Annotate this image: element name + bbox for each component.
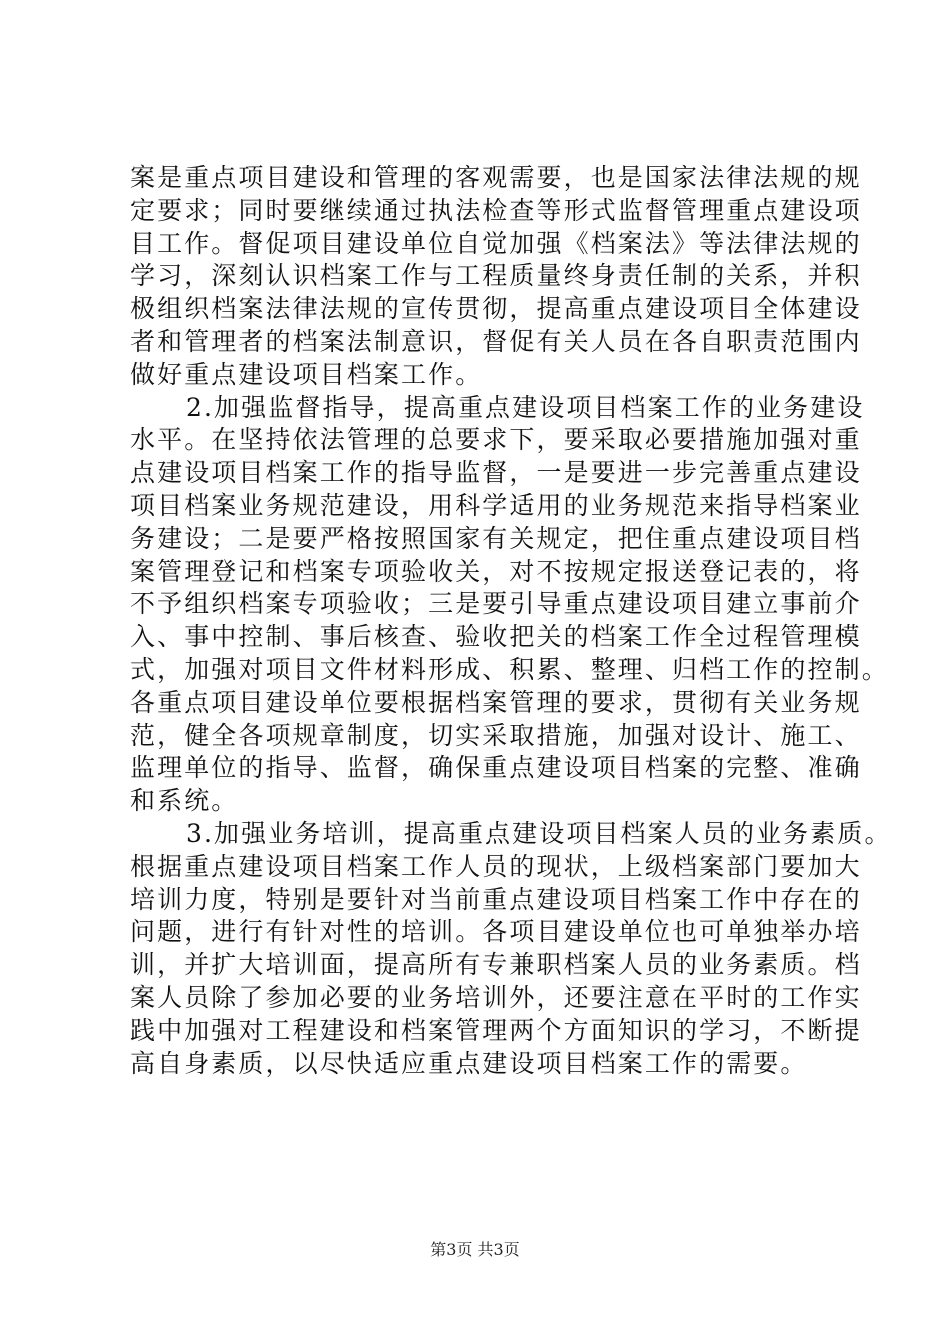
- page-footer: 第3页 共3页: [430, 1240, 520, 1259]
- text-line: 问题，进行有针对性的培训。各项目建设单位也可单独举办培: [130, 917, 862, 947]
- text-line: 式，加强对项目文件材料形成、积累、整理、归档工作的控制。: [130, 654, 889, 684]
- text-line: 培训力度，特别是要针对当前重点建设项目档案工作中存在的: [130, 884, 862, 914]
- text-line: 项目档案业务规范建设，用科学适用的业务规范来指导档案业: [130, 490, 862, 520]
- text-line: 监理单位的指导、监督，确保重点建设项目档案的完整、准确: [130, 753, 862, 783]
- text-line: 水平。在坚持依法管理的总要求下，要采取必要措施加强对重: [130, 425, 862, 455]
- text-line: 做好重点建设项目档案工作。: [130, 359, 483, 389]
- section-3-heading-line: 3.加强业务培训，提高重点建设项目档案人员的业务素质。: [186, 818, 892, 848]
- text-line: 不予组织档案专项验收；三是要引导重点建设项目建立事前介: [130, 589, 862, 619]
- text-line: 点建设项目档案工作的指导监督，一是要进一步完善重点建设: [130, 458, 862, 488]
- text-line: 目工作。督促项目建设单位自觉加强《档案法》等法律法规的: [130, 228, 862, 258]
- text-line: 各重点项目建设单位要根据档案管理的要求，贯彻有关业务规: [130, 687, 862, 717]
- text-line: 根据重点建设项目档案工作人员的现状，上级档案部门要加大: [130, 851, 862, 881]
- text-line: 案是重点项目建设和管理的客观需要，也是国家法律法规的规: [130, 163, 862, 192]
- text-line: 训，并扩大培训面，提高所有专兼职档案人员的业务素质。档: [130, 950, 862, 980]
- body-text: [130, 162, 892, 1080]
- text-line: 践中加强对工程建设和档案管理两个方面知识的学习，不断提: [130, 1015, 862, 1045]
- text-line: 案人员除了参加必要的业务培训外，还要注意在平时的工作实: [130, 982, 862, 1012]
- text-line: 和系统。: [130, 786, 239, 816]
- text-line: 定要求；同时要继续通过执法检查等形式监督管理重点建设项: [130, 195, 862, 225]
- section-2-heading-line: 2.加强监督指导，提高重点建设项目档案工作的业务建设: [186, 392, 865, 422]
- text-line: 入、事中控制、事后核查、验收把关的档案工作全过程管理模: [130, 622, 862, 652]
- text-line: 者和管理者的档案法制意识，督促有关人员在各自职责范围内: [130, 326, 862, 356]
- text-line: 极组织档案法律法规的宣传贯彻，提高重点建设项目全体建设: [130, 294, 862, 324]
- text-line: 案管理登记和档案专项验收关，对不按规定报送登记表的，将: [130, 556, 862, 586]
- text-line: 务建设；二是要严格按照国家有关规定，把住重点建设项目档: [130, 523, 862, 553]
- text-line: 高自身素质，以尽快适应重点建设项目档案工作的需要。: [130, 1048, 808, 1078]
- text-line: 范，健全各项规章制度，切实采取措施，加强对设计、施工、: [130, 720, 862, 750]
- text-line: 学习，深刻认识档案工作与工程质量终身责任制的关系，并积: [130, 261, 862, 291]
